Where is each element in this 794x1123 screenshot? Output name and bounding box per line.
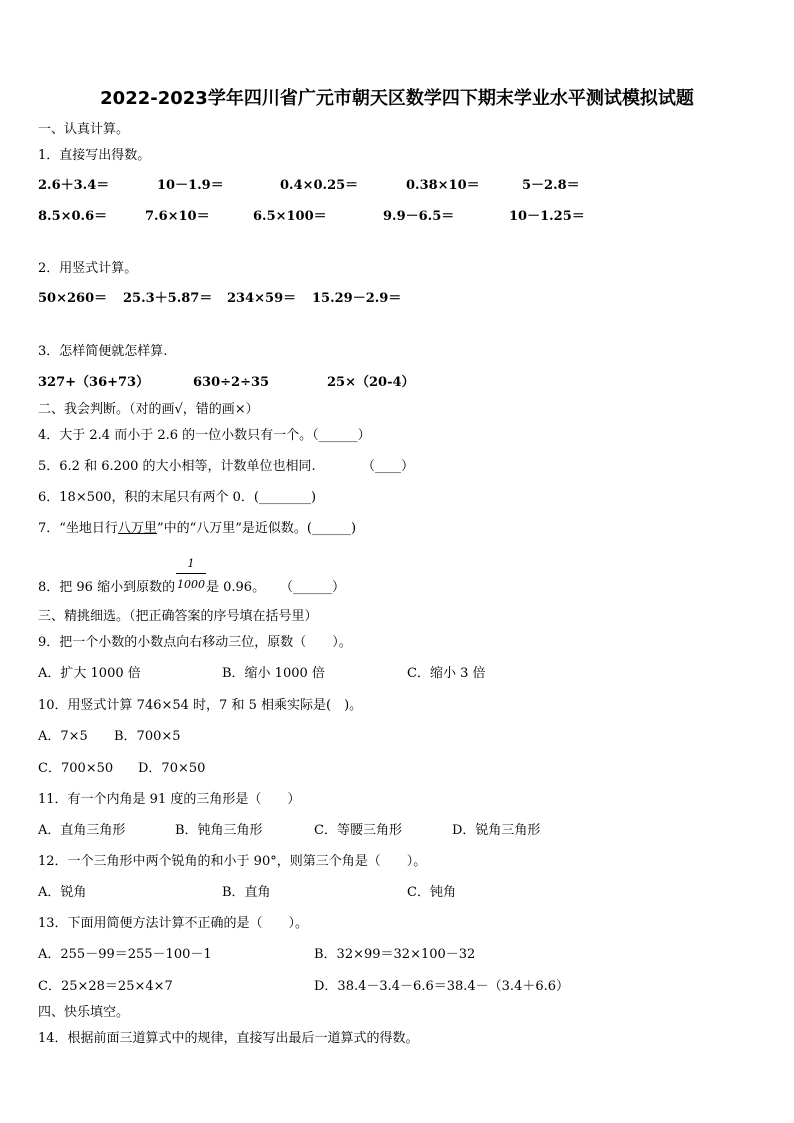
question-5: 5．6.2 和 6.200 的大小相等，计数单位也相同. [38,459,316,474]
calc-item: 10－1.25＝ [509,209,585,224]
page-title: 2022-2023学年四川省广元市朝天区数学四下期末学业水平测试模拟试题 [100,88,694,109]
option: C．等腰三角形 [314,823,402,838]
calc-item: 5－2.8＝ [522,178,580,193]
calc-item: 2.6＋3.4＝ [38,178,110,193]
option: A．直角三角形 [38,823,126,838]
calc-item: 327+（36+73） [38,375,150,390]
question-4: 4．大于 2.4 而小于 2.6 的一位小数只有一个。（______） [38,428,371,443]
option: D．锐角三角形 [452,823,541,838]
calc-item: 25.3＋5.87＝ [123,291,213,306]
calc-item: 0.38×10＝ [406,178,480,193]
option: A．255－99＝255－100－1 [38,947,212,962]
question-6: 6．18×500，积的末尾只有两个 0．(________) [38,490,317,505]
calc-item: 630÷2÷35 [193,375,270,390]
question-7 [38,522,356,535]
section-2-heading: 二、我会判断。（对的画√，错的画×） [38,402,259,417]
calc-item: 15.29－2.9＝ [312,291,402,306]
option: C．缩小 3 倍 [407,666,486,681]
question-9: 9．把一个小数的小数点向右移动三位，原数（ ）。 [38,635,352,650]
question-1: 1．直接写出得数。 [38,148,151,163]
calc-item: 9.9－6.5＝ [383,209,455,224]
option: B．700×5 [114,729,181,744]
section-1-heading: 一、认真计算。 [38,122,130,137]
question-14: 14．根据前面三道算式中的规律，直接写出最后一道算式的得数。 [38,1031,419,1046]
option: B．直角 [222,885,271,900]
question-8: 8．把 96 缩小到原数的 [38,580,176,595]
question-12: 12．一个三角形中两个锐角的和小于 90°，则第三个角是（ ）。 [38,854,427,869]
option: C．25×28＝25×4×7 [38,979,173,994]
question-10: 10．用竖式计算 746×54 时，7 和 5 相乘实际是( )。 [38,698,363,713]
question-11: 11．有一个内角是 91 度的三角形是（ ） [38,792,301,807]
calc-item: 6.5×100＝ [253,209,327,224]
option: B．钝角三角形 [175,823,263,838]
calc-item: 7.6×10＝ [145,209,210,224]
option: B．32×99＝32×100－32 [314,947,476,962]
question-3: 3．怎样简便就怎样算. [38,344,168,359]
option: D．38.4－3.4－6.6＝38.4－（3.4＋6.6） [314,979,570,994]
question-7-text: ”中的“八万里”是近似数。(______) [156,521,357,536]
option: A．扩大 1000 倍 [38,666,141,681]
fraction-denominator: 1000 [177,578,205,591]
fraction-bar [176,573,206,574]
question-13: 13．下面用简便方法计算不正确的是（ ）。 [38,916,309,931]
calc-item: 234×59＝ [227,291,297,306]
answer-blank: （______） [280,580,346,595]
option: C．700×50 [38,761,114,776]
answer-blank: （____） [362,459,415,474]
option: C．钝角 [407,885,456,900]
question-8-tail: 是 0.96。 [206,580,266,595]
option: B．缩小 1000 倍 [222,666,325,681]
question-2: 2．用竖式计算。 [38,261,138,276]
underlined-phrase: 八万里 [117,521,157,536]
section-4-heading: 四、快乐填空。 [38,1005,130,1020]
option: A．锐角 [38,885,87,900]
calc-item: 0.4×0.25＝ [280,178,359,193]
option: D．70×50 [138,761,206,776]
question-7-text: 7．“坐地日行 [38,521,118,536]
calc-item: 8.5×0.6＝ [38,209,108,224]
calc-item: 10－1.9＝ [157,178,224,193]
calc-item: 25×（20-4） [327,375,415,390]
fraction-numerator: 1 [187,557,195,570]
calc-item: 50×260＝ [38,291,108,306]
option: A．7×5 [38,729,88,744]
section-3-heading: 三、精挑细选。（把正确答案的序号填在括号里） [38,609,318,624]
